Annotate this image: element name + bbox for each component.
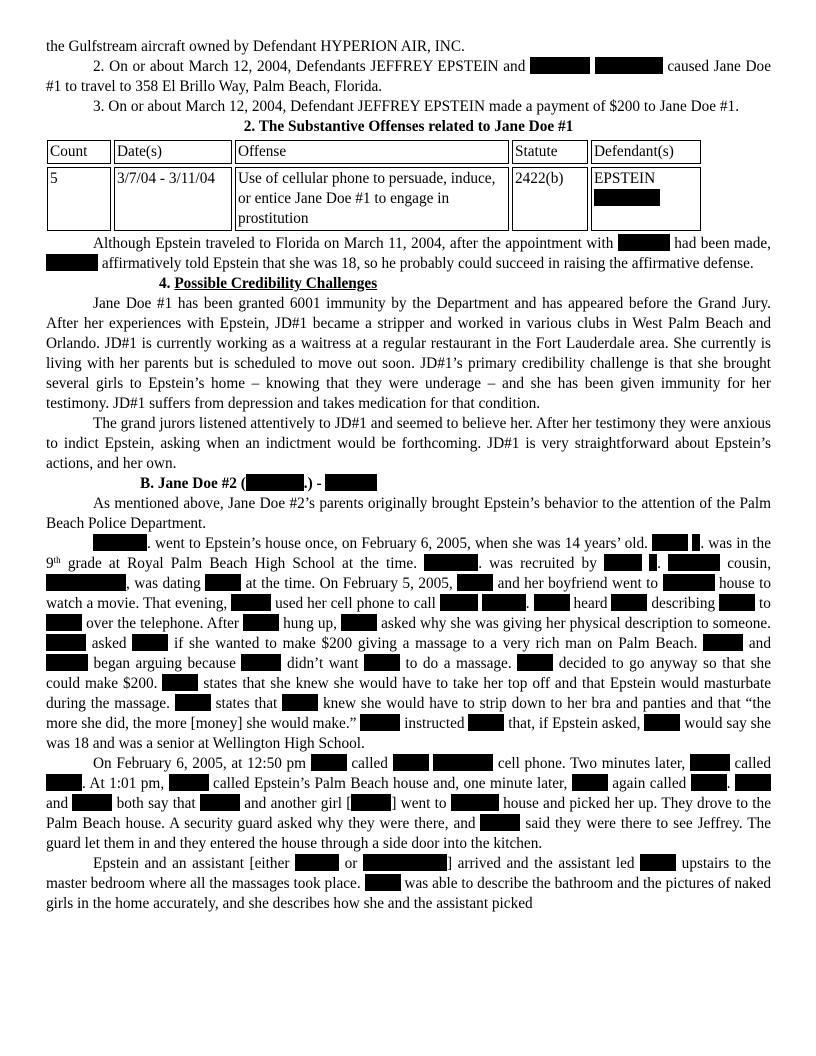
text-span: affirmatively told Epstein that she was 18, so he probably could succeed in raising the affirmative defense.	[101, 255, 754, 272]
text-span: said they were there to see Jeffrey. The guard let them in and they entered the house through a side door into the kitchen.	[46, 815, 771, 852]
text-span: called	[734, 755, 771, 772]
table-header-cell: Count	[47, 140, 111, 164]
redaction	[668, 554, 720, 571]
text-span: called Epstein’s Palm Beach house and, one minute later,	[213, 775, 568, 792]
text-span: didn’t want	[286, 655, 359, 672]
redaction	[690, 754, 730, 771]
redaction	[241, 654, 281, 671]
redaction	[46, 634, 86, 651]
text-span: . was recruited by	[478, 555, 597, 572]
redaction	[433, 754, 493, 771]
section-number: 4.	[159, 275, 171, 292]
redaction	[393, 754, 429, 771]
table-cell-statute: 2422(b)	[512, 167, 588, 231]
text-span: Although Epstein traveled to Florida on March 11, 2004, after the appointment with	[93, 235, 614, 252]
text-span: heard	[573, 595, 608, 612]
redaction	[72, 794, 112, 811]
text-span: was able to describe the bathroom and the pictures of naked girls in the home accurately, and she describes how she and the assistant picked	[46, 875, 772, 912]
text-span: . At 1:01 pm,	[82, 775, 165, 792]
text-span: caused Jane Doe #1 to travel to 358 El Brillo Way, Palm Beach, Florida.	[46, 58, 771, 95]
redaction	[169, 774, 209, 791]
text-span: .	[726, 775, 731, 792]
text-span: . was in the 9	[46, 535, 771, 572]
redaction	[365, 874, 401, 891]
table-header-cell: Date(s)	[114, 140, 232, 164]
table-cell-offense: Use of cellular phone to persuade, induce, or entice Jane Doe #1 to engage in prostitution	[235, 167, 509, 231]
text-span: and another girl [	[244, 795, 352, 812]
table-header-row	[47, 140, 701, 164]
section-title: Possible Credibility Challenges	[174, 275, 378, 292]
text-span: upstairs to the master bedroom where all the massages took place.	[46, 855, 771, 892]
redaction	[534, 594, 570, 611]
text-span: and	[46, 795, 69, 812]
redaction	[360, 714, 400, 731]
redaction	[341, 614, 377, 631]
redaction	[468, 714, 504, 731]
redaction	[482, 594, 526, 611]
text-span: describing	[651, 595, 716, 612]
text-span: and her boyfriend went to	[497, 575, 659, 592]
redaction	[46, 654, 88, 671]
redaction	[132, 634, 168, 651]
paragraph-jd2-recruitment	[46, 534, 771, 754]
text-span: states that she knew she would have to take her top off and that Epstein would masturbate during the massage.	[46, 675, 771, 712]
redaction	[162, 674, 198, 691]
redaction	[719, 594, 755, 611]
section-heading-jane-doe-2	[46, 474, 771, 494]
text-span: house and picked her up. They drove to the Palm Beach house. A security guard asked why they were there, and	[46, 795, 771, 832]
text-span: On February 6, 2005, at 12:50 pm	[93, 755, 307, 772]
text-span: .	[657, 555, 661, 572]
paragraph-item-2	[46, 57, 771, 97]
redaction	[618, 234, 670, 251]
text-span: asked	[91, 635, 127, 652]
redaction	[735, 774, 771, 791]
text-span: hung up,	[283, 615, 337, 632]
redaction	[595, 57, 663, 74]
text-span: .) -	[303, 475, 322, 492]
paragraph-jd2-intro: As mentioned above, Jane Doe #2’s parents originally brought Epstein’s behavior to the attention of the Palm Beach Police Department.	[46, 495, 771, 532]
paragraph-affirmative-defense	[46, 234, 771, 274]
document-body	[46, 37, 771, 914]
redaction	[572, 774, 608, 791]
text-span: or	[344, 855, 358, 872]
redaction	[640, 854, 676, 871]
text-span: instructed	[404, 715, 465, 732]
defendant-name: EPSTEIN	[594, 170, 656, 187]
text-span: B. Jane Doe #2 (	[140, 475, 246, 492]
redaction	[175, 694, 211, 711]
text-span: and	[748, 635, 771, 652]
text-span: over the telephone. After	[86, 615, 239, 632]
text-span: . went to Epstein’s house once, on February 6, 2005, when she was 14 years’ old.	[147, 535, 648, 552]
redaction	[295, 854, 339, 871]
text-span: both say that	[116, 795, 196, 812]
paragraph-jd2-massage-room	[46, 854, 771, 914]
table-header-cell: Defendant(s)	[591, 140, 701, 164]
superscript: th	[53, 555, 61, 565]
text-span: , was dating	[126, 575, 201, 592]
text-span: if she wanted to make $200 giving a massage to a very rich man on Palm Beach.	[174, 635, 698, 652]
text-span: had been made,	[674, 235, 771, 252]
redaction	[703, 634, 743, 651]
table-header-cell: Statute	[512, 140, 588, 164]
table-header-cell: Offense	[235, 140, 509, 164]
redaction	[594, 189, 660, 206]
text-span: used her cell phone to call	[275, 595, 436, 612]
redaction	[282, 694, 318, 711]
redaction	[243, 614, 279, 631]
text-span: asked why she was giving her physical description to someone.	[381, 615, 771, 632]
redaction	[652, 534, 688, 551]
redaction	[424, 554, 478, 571]
redaction	[325, 474, 377, 491]
table-cell-count: 5	[47, 167, 111, 231]
text-span: Epstein and an assistant [either	[93, 855, 290, 872]
section-heading-credibility	[46, 274, 771, 294]
redaction	[364, 654, 400, 671]
text-span: began arguing because	[93, 655, 236, 672]
text-span: would say she was 18 and was a senior at Wellington High School.	[46, 715, 772, 752]
redaction	[363, 854, 447, 871]
text-span: cell phone. Two minutes later,	[497, 755, 686, 772]
text-span: ] arrived and the assistant led	[446, 855, 635, 872]
text-span: ] went to	[391, 795, 447, 812]
text-span: called	[351, 755, 388, 772]
text-span: that, if Epstein asked,	[508, 715, 641, 732]
redaction	[517, 654, 553, 671]
redaction	[46, 254, 98, 271]
text-span: cousin,	[727, 555, 772, 572]
redaction	[604, 554, 642, 571]
redaction	[246, 474, 304, 491]
redaction	[311, 754, 347, 771]
redaction	[649, 554, 657, 571]
offenses-table	[44, 137, 704, 234]
redaction	[440, 594, 478, 611]
redaction	[611, 594, 647, 611]
table-cell-defendants	[591, 167, 701, 231]
redaction	[205, 574, 241, 591]
redaction	[691, 774, 727, 791]
paragraph-credibility-2: The grand jurors listened attentively to JD#1 and seemed to believe her. After her testimony they were anxious to indict Epstein, asking when an indictment would be forthcoming. JD#1 is very straightforward about Epstein’s actions, and her own.	[46, 415, 771, 472]
redaction	[46, 574, 126, 591]
table-row	[47, 167, 701, 231]
paragraph-item-3: 3. On or about March 12, 2004, Defendant JEFFREY EPSTEIN made a payment of $200 to Jane Doe #1.	[93, 98, 740, 115]
text-span: grade at Royal Palm Beach High School at the time.	[67, 555, 418, 572]
section-heading-substantive-offenses: 2. The Substantive Offenses related to Jane Doe #1	[243, 118, 574, 135]
redaction	[46, 614, 82, 631]
text-span: house to watch a movie. That evening,	[46, 575, 771, 612]
redaction	[644, 714, 680, 731]
text-span: to	[759, 595, 771, 612]
text-span: decided to go anyway so that she could make $200.	[46, 655, 771, 692]
redaction	[351, 794, 391, 811]
redaction	[46, 774, 82, 791]
redaction	[200, 794, 240, 811]
redaction	[457, 574, 493, 591]
paragraph-jd2-phone-records	[46, 754, 771, 854]
text-span: at the time. On February 5, 2005,	[245, 575, 453, 592]
text-span: .	[525, 595, 530, 612]
text-span: 2. On or about March 12, 2004, Defendants JEFFREY EPSTEIN and	[93, 58, 526, 75]
redaction	[451, 794, 499, 811]
text-span: knew she would have to strip down to her bra and panties and that “the more she did, the more [money] she would make.”	[46, 695, 772, 732]
redaction	[663, 574, 715, 591]
text-span: to do a massage.	[405, 655, 512, 672]
redaction	[93, 534, 147, 551]
redaction	[530, 57, 590, 74]
redaction	[480, 814, 520, 831]
text-span: states that	[215, 695, 278, 712]
paragraph-continued: the Gulfstream aircraft owned by Defendant HYPERION AIR, INC.	[46, 38, 465, 55]
paragraph-credibility-1: Jane Doe #1 has been granted 6001 immunity by the Department and has appeared before the Grand Jury. After her experiences with Epstein, JD#1 became a stripper and worked in various clubs in West Palm Beach and Orlando. JD#1 is currently working as a waitress at a regular restaurant in the Fort Lauderdale area. She currently is living with her parents but is scheduled to move out soon. JD#1’s primary credibility challenge is that she brought several girls to Epstein’s home – knowing that they were underage – and she has been given immunity for her testimony. JD#1 suffers from depression and takes medication for that condition.	[46, 295, 771, 412]
text-span: again called	[612, 775, 687, 792]
redaction	[231, 594, 271, 611]
table-cell-dates: 3/7/04 - 3/11/04	[114, 167, 232, 231]
